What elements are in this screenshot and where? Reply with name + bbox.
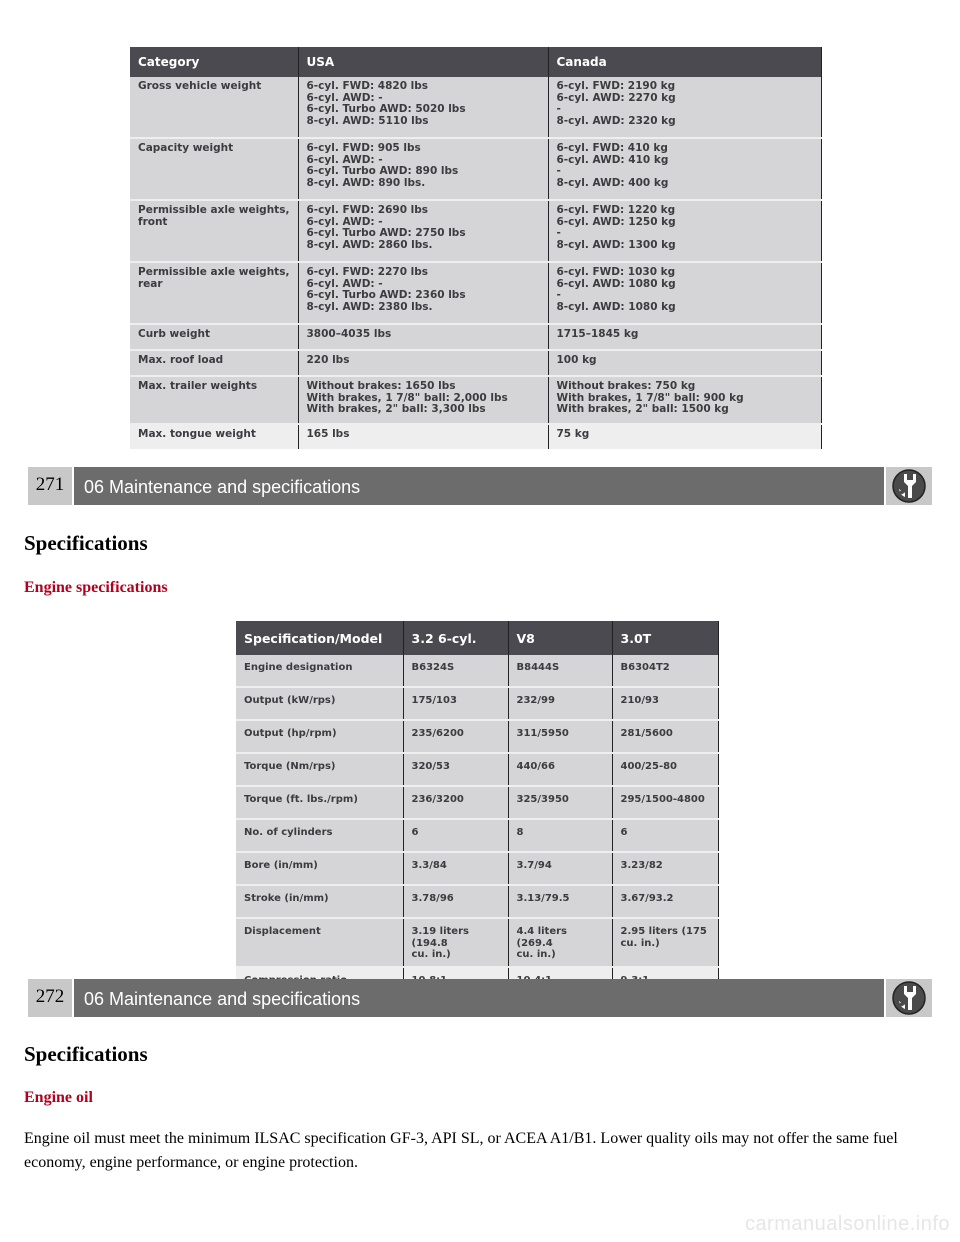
section-title: 06 Maintenance and specifications bbox=[74, 979, 884, 1017]
canada-cell: 6-cyl. FWD: 2190 kg 6-cyl. AWD: 2270 kg - 8-cyl. AWD: 2320 kg bbox=[548, 77, 821, 138]
table-cell: B8444S bbox=[508, 655, 612, 687]
column-header: Canada bbox=[548, 47, 821, 77]
canada-cell: 75 kg bbox=[548, 424, 821, 449]
table-cell: 6 bbox=[612, 819, 718, 852]
table-cell: 440/66 bbox=[508, 753, 612, 786]
table-row bbox=[236, 852, 718, 885]
table-row bbox=[236, 819, 718, 852]
table-row bbox=[130, 138, 821, 200]
table-row bbox=[236, 885, 718, 918]
column-header: 3.2 6-cyl. bbox=[403, 621, 508, 655]
category-cell: Permissible axle weights, rear bbox=[130, 262, 298, 324]
table-cell: 295/1500-4800 bbox=[612, 786, 718, 819]
watermark: carmanualsonline.info bbox=[744, 1213, 950, 1235]
table-cell: 235/6200 bbox=[403, 720, 508, 753]
table-cell: 232/99 bbox=[508, 687, 612, 720]
table-cell: 3.23/82 bbox=[612, 852, 718, 885]
table-cell: Torque (ft. lbs./rpm) bbox=[236, 786, 403, 819]
table-cell: 3.19 liters (194.8 cu. in.) bbox=[403, 918, 508, 967]
table-row bbox=[236, 687, 718, 720]
table-cell: Output (hp/rpm) bbox=[236, 720, 403, 753]
table-header-row bbox=[236, 621, 718, 655]
usa-cell: 6-cyl. FWD: 2690 lbs 6-cyl. AWD: - 6-cyl. Turbo AWD: 2750 lbs 8-cyl. AWD: 2860 lbs. bbox=[298, 200, 548, 262]
table-row bbox=[130, 200, 821, 262]
canada-cell: 6-cyl. FWD: 410 kg 6-cyl. AWD: 410 kg - 8-cyl. AWD: 400 kg bbox=[548, 138, 821, 200]
table-cell: 6 bbox=[403, 819, 508, 852]
table-cell: Output (kW/rps) bbox=[236, 687, 403, 720]
usa-cell: 165 lbs bbox=[298, 424, 548, 449]
usa-cell: 220 lbs bbox=[298, 350, 548, 376]
table-row bbox=[236, 918, 718, 967]
table-cell: 4.4 liters (269.4 cu. in.) bbox=[508, 918, 612, 967]
column-header: 3.0T bbox=[612, 621, 718, 655]
page-header-bar bbox=[28, 467, 932, 505]
usa-cell: 3800–4035 lbs bbox=[298, 324, 548, 350]
table-row bbox=[130, 77, 821, 138]
subheading: Engine specifications bbox=[24, 579, 168, 596]
weights-table bbox=[130, 47, 822, 449]
engine-spec-table bbox=[236, 621, 719, 999]
category-cell: Max. trailer weights bbox=[130, 376, 298, 424]
category-cell: Permissible axle weights, front bbox=[130, 200, 298, 262]
table-cell: 2.95 liters (175 cu. in.) bbox=[612, 918, 718, 967]
table-cell: Engine designation bbox=[236, 655, 403, 687]
category-cell: Max. tongue weight bbox=[130, 424, 298, 449]
canada-cell: 6-cyl. FWD: 1030 kg 6-cyl. AWD: 1080 kg - 8-cyl. AWD: 1080 kg bbox=[548, 262, 821, 324]
column-header: V8 bbox=[508, 621, 612, 655]
category-cell: Curb weight bbox=[130, 324, 298, 350]
table-cell: 3.13/79.5 bbox=[508, 885, 612, 918]
usa-cell: 6-cyl. FWD: 2270 lbs 6-cyl. AWD: - 6-cyl. Turbo AWD: 2360 lbs 8-cyl. AWD: 2380 lbs. bbox=[298, 262, 548, 324]
wrench-oil-icon bbox=[886, 979, 932, 1017]
page-heading: Specifications bbox=[24, 531, 148, 555]
canada-cell: 6-cyl. FWD: 1220 kg 6-cyl. AWD: 1250 kg - 8-cyl. AWD: 1300 kg bbox=[548, 200, 821, 262]
table-cell: 325/3950 bbox=[508, 786, 612, 819]
table-row bbox=[130, 262, 821, 324]
table-cell: 210/93 bbox=[612, 687, 718, 720]
usa-cell: Without brakes: 1650 lbs With brakes, 1 7/8" ball: 2,000 lbs With brakes, 2" ball: 3,300 lbs bbox=[298, 376, 548, 424]
table-cell: Torque (Nm/rps) bbox=[236, 753, 403, 786]
table-cell: 320/53 bbox=[403, 753, 508, 786]
table-cell: 3.7/94 bbox=[508, 852, 612, 885]
usa-cell: 6-cyl. FWD: 905 lbs 6-cyl. AWD: - 6-cyl. Turbo AWD: 890 lbs 8-cyl. AWD: 890 lbs. bbox=[298, 138, 548, 200]
table-row bbox=[236, 786, 718, 819]
column-header: Specification/Model bbox=[236, 621, 403, 655]
canada-cell: 1715–1845 kg bbox=[548, 324, 821, 350]
table-row bbox=[236, 753, 718, 786]
section-title: 06 Maintenance and specifications bbox=[74, 467, 884, 505]
usa-cell: 6-cyl. FWD: 4820 lbs 6-cyl. AWD: - 6-cyl. Turbo AWD: 5020 lbs 8-cyl. AWD: 5110 lbs bbox=[298, 77, 548, 138]
table-cell: 3.67/93.2 bbox=[612, 885, 718, 918]
table-cell: 400/25-80 bbox=[612, 753, 718, 786]
table-cell: 281/5600 bbox=[612, 720, 718, 753]
page-number: 272 bbox=[28, 979, 72, 1017]
table-row bbox=[130, 424, 821, 449]
body-paragraph: Engine oil must meet the minimum ILSAC specification GF-3, API SL, or ACEA A1/B1. Lower quality oils may not offer the same fuel economy, engine performance, or engine protection. bbox=[24, 1130, 898, 1171]
table-row bbox=[236, 655, 718, 687]
page-heading: Specifications bbox=[24, 1042, 148, 1066]
page-number: 271 bbox=[28, 467, 72, 505]
table-row bbox=[236, 720, 718, 753]
wrench-oil-icon bbox=[886, 467, 932, 505]
table-cell: Stroke (in/mm) bbox=[236, 885, 403, 918]
canada-cell: Without brakes: 750 kg With brakes, 1 7/8" ball: 900 kg With brakes, 2" ball: 1500 kg bbox=[548, 376, 821, 424]
category-cell: Capacity weight bbox=[130, 138, 298, 200]
table-cell: Displacement bbox=[236, 918, 403, 967]
page-header-bar bbox=[28, 979, 932, 1017]
column-header: USA bbox=[298, 47, 548, 77]
table-cell: 3.78/96 bbox=[403, 885, 508, 918]
table-cell: 236/3200 bbox=[403, 786, 508, 819]
canada-cell: 100 kg bbox=[548, 350, 821, 376]
table-cell: No. of cylinders bbox=[236, 819, 403, 852]
table-row bbox=[130, 324, 821, 350]
table-row bbox=[130, 376, 821, 424]
subheading: Engine oil bbox=[24, 1089, 93, 1106]
table-cell: 8 bbox=[508, 819, 612, 852]
table-cell: B6304T2 bbox=[612, 655, 718, 687]
table-cell: 311/5950 bbox=[508, 720, 612, 753]
column-header: Category bbox=[130, 47, 298, 77]
table-cell: Bore (in/mm) bbox=[236, 852, 403, 885]
table-cell: B6324S bbox=[403, 655, 508, 687]
table-header-row bbox=[130, 47, 821, 77]
table-cell: 175/103 bbox=[403, 687, 508, 720]
category-cell: Gross vehicle weight bbox=[130, 77, 298, 138]
table-cell: 3.3/84 bbox=[403, 852, 508, 885]
category-cell: Max. roof load bbox=[130, 350, 298, 376]
table-row bbox=[130, 350, 821, 376]
